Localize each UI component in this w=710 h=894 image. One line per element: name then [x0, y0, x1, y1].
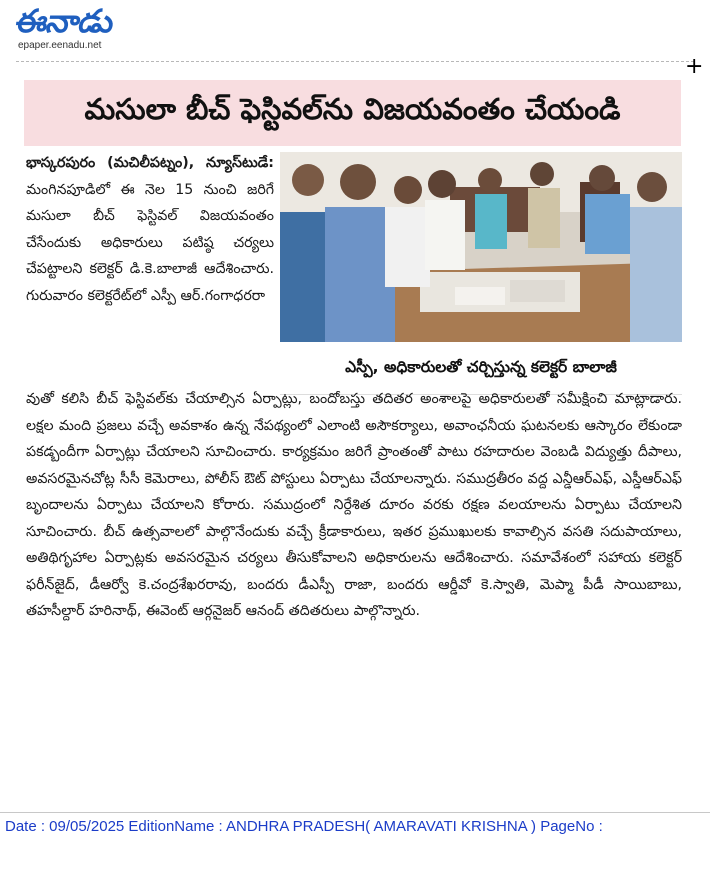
article-headline: మసులా బీచ్ ఫెస్టివల్‌ను విజయవంతం చేయండి: [84, 92, 621, 126]
edition-footer: Date : 09/05/2025 EditionName : ANDHRA PRADESH( AMARAVATI KRISHNA ) PageNo :: [5, 818, 603, 835]
meeting-photo-illustration: [280, 152, 682, 342]
article-intro-column: [26, 150, 274, 309]
news-photo: [280, 152, 682, 342]
eenadu-logo[interactable]: ఈనాడు: [13, 2, 116, 40]
masthead: [13, 2, 176, 54]
article-paragraph-start: మంగినపూడిలో ఈ నెల 15 నుంచి జరిగే మసులా బీచ్ ఫెస్టివల్ విజయవంతం చేసేందుకు అధికారులు పటిష్ఠ చర్యలు చేపట్టాలని కలెక్టర్ డి.కె.బాలాజీ ఆదేశించారు. గురువారం కలెక్టరేట్‌లో ఎస్పీ ఆర్.గంగాధరరా: [26, 181, 274, 304]
headline-banner: [24, 80, 681, 146]
photo-caption: ఎస్పీ, అధికారులతో చర్చిస్తున్న కలెక్టర్ బాలాజీ: [345, 358, 617, 376]
article-dateline: భాస్కరపురం (మచిలీపట్నం), న్యూస్‌టుడే:: [26, 155, 274, 171]
plus-icon[interactable]: +: [685, 54, 704, 79]
top-divider: [16, 61, 694, 62]
article-body: [26, 386, 682, 625]
site-url[interactable]: epaper.eenadu.net: [18, 40, 102, 51]
footer-divider: [0, 812, 710, 813]
article-paragraph-rest: వుతో కలిసి బీచ్ ఫెస్టివల్‌కు చేయాల్సిన ఏర్పాట్లు, బందోబస్తు తదితర అంశాలపై అధికారులతో సమీక్షించి మాట్లాడారు. లక్షల మంది ప్రజలు వచ్చే అవకాశం ఉన్న నేపథ్యంలో ఎలాంటి అసౌకర్యాలు, అవాంఛనీయ ఘటనలకు ఆస్కారం లేకుండా పకడ్బందీగా ఏర్పాట్లు చేయాలని సూచించారు. కార్యక్రమం జరిగే ప్రాంతంతో పాటు రహదారుల వెంబడి విద్యుత్తు దీపాలు, అవసరమైనచోట్ల సీసీ కెమెరాలు, పోలీస్ ఔట్ పోస్టులు ఏర్పాటు చేయాలన్నారు. సముద్రతీరం వద్ద ఎన్డీఆర్ఎఫ్, ఎస్డీఆర్ఎఫ్ బృందాలను ఏర్పాటు చేయాలని కోరారు. సముద్రంలో నిర్దేశిత దూరం వరకు రక్షణ వలయాలను ఏర్పాటు చేయాలని సూచించారు. బీచ్ ఉత్సవాలలో పాల్గొనేందుకు వచ్చే క్రీడాకారులు, ఇతర ప్రముఖులకు కావాల్సిన వసతి సదుపాయాలు, అతిథిగృహాల ఏర్పాట్లకు అవసరమైన చర్యలు తీసుకోవాలని అధికారులను ఆదేశించారు. సమావేశంలో సహాయ కలెక్టర్ ఫరీన్‌జైద్, డీఆర్వో కె.చంద్రశేఖరరావు, బందరు డీఎస్పీ రాజా, బందరు ఆర్డీవో కె.స్వాతి, మెప్మా పీడీ సాయిబాబు, తహసీల్దార్ హరినాథ్, ఈవెంట్ ఆర్గనైజర్ ఆనంద్ తదితరులు పాల్గొన్నారు.: [26, 391, 682, 619]
